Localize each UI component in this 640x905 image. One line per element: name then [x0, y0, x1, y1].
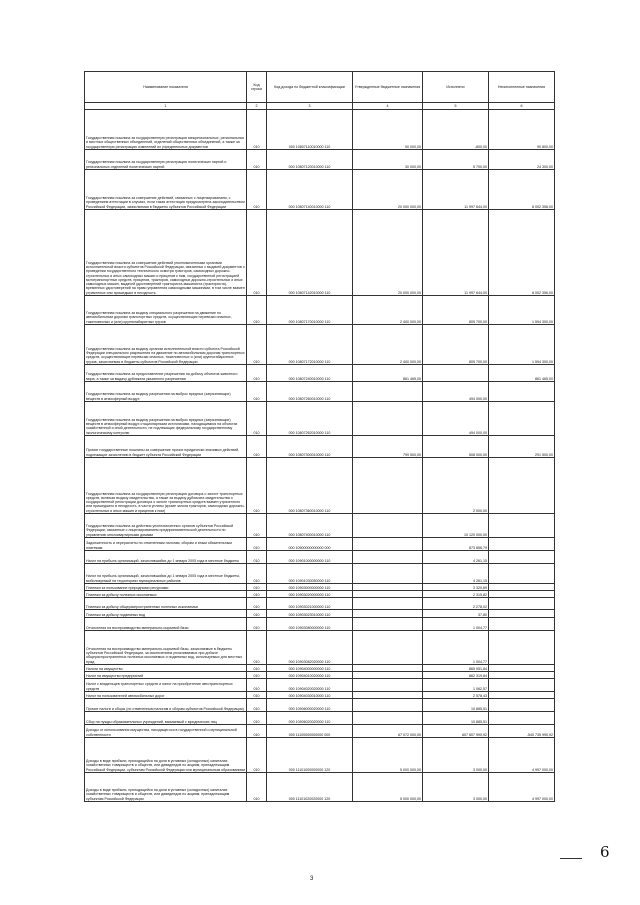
cell-remaining	[489, 458, 555, 514]
cell-approved: 2 400 000,00	[353, 325, 423, 365]
cell-kbk: 000 10904020020000 110	[267, 679, 353, 692]
cell-remaining	[489, 631, 555, 665]
cell-executed: 2 315,82	[423, 591, 489, 598]
table-row	[85, 538, 555, 551]
cell-remaining	[489, 382, 555, 402]
cell-kbk: 000 10807120010000 110	[267, 150, 353, 170]
cell-approved	[353, 584, 423, 591]
cell-code: 010	[247, 325, 267, 365]
header-remaining: Неисполненные назначения	[489, 72, 555, 103]
cell-name: Налог на пользователей автомобильных дорог	[85, 692, 247, 699]
cell-kbk: 000 10904010020000 110	[267, 672, 353, 679]
table-row	[85, 699, 555, 712]
cell-remaining	[489, 514, 555, 538]
cell-kbk: 000 10807300010000 110	[267, 436, 353, 458]
cell-executed: 10 885,51	[423, 712, 489, 725]
cell-code: 010	[247, 382, 267, 402]
cell-executed: 10 120 000,00	[423, 514, 489, 538]
cell-name: Налог на прибыль организаций, зачислявшийся до 1 января 2005 года в местные бюджеты	[85, 551, 247, 564]
cell-name: Налог с владельцев транспортных средств и налог на приобретение автотранспортных средств	[85, 679, 247, 692]
cell-approved	[353, 610, 423, 618]
cell-approved	[353, 679, 423, 692]
table-row	[85, 210, 555, 296]
cell-kbk: 000 10903080000000 110	[267, 618, 353, 631]
cell-approved	[353, 665, 423, 672]
table-row	[85, 598, 555, 610]
cell-kbk: 000 10807240010000 110	[267, 365, 353, 382]
cell-name: Налоги на имущество	[85, 665, 247, 672]
cell-code: 010	[247, 210, 267, 296]
cell-remaining: 861 465,00	[489, 365, 555, 382]
column-number: 2	[247, 103, 267, 110]
cell-executed: 805 700,00	[423, 296, 489, 325]
cell-name: Прочие государственные пошлины за совершение прочих юридически значимых действий, подлежащие зачислению в бюджет субъекта Российской Федерации	[85, 436, 247, 458]
cell-name: Доходы от использования имущества, находящегося в государственной и муниципальной собственности	[85, 725, 247, 738]
cell-approved	[353, 538, 423, 551]
column-number: 6	[489, 103, 555, 110]
cell-kbk: 000 11101020020000 120	[267, 773, 353, 802]
cell-kbk: 000 10900000000000 000	[267, 538, 353, 551]
cell-kbk: 000 10904000000000 110	[267, 665, 353, 672]
cell-remaining	[489, 591, 555, 598]
cell-remaining: 1 594 300,00	[489, 325, 555, 365]
cell-code: 010	[247, 725, 267, 738]
cell-remaining	[489, 665, 555, 672]
side-page-mark: 6	[600, 843, 610, 861]
table-row	[85, 665, 555, 672]
table-row	[85, 458, 555, 514]
cell-name: Государственная пошлина за выдачу органом исполнительной власти субъекта Российской Федерации специального разрешения на движение по автомобильным дорогам транспортных средств, осуществляющих перевозки опасных, тяжеловесных и (или) крупногабаритных грузов, зачисляемая в бюджеты субъектов Российской Федерации	[85, 325, 247, 365]
cell-kbk: 000 11101000000000 120	[267, 738, 353, 773]
cell-remaining	[489, 538, 555, 551]
cell-approved	[353, 551, 423, 564]
cell-remaining: 90 800,00	[489, 110, 555, 150]
cell-name: Государственная пошлина за выдачу специального разрешения на движение по автомобильным дорогам транспортных средств, осуществляющих перевозки опасных, тяжеловесных и (или) крупногабаритных грузов	[85, 296, 247, 325]
header-indicator-name: Наименование показателя	[85, 72, 247, 103]
cell-kbk: 000 10901030050000 110	[267, 564, 353, 584]
table-row	[85, 382, 555, 402]
table-row	[85, 631, 555, 665]
cell-remaining	[489, 712, 555, 725]
cell-remaining	[489, 598, 555, 610]
cell-kbk: 000 10807400010000 110	[267, 514, 353, 538]
cell-code: 010	[247, 150, 267, 170]
table-row	[85, 679, 555, 692]
cell-remaining: -540 735 990,92	[489, 725, 555, 738]
cell-executed: 607 807 990,92	[423, 725, 489, 738]
cell-name: Государственная пошлина за совершение действий, связанных с лицензированием, с проведением аттестации в случаях, если такая аттестация предусмотрена законодательством Российской Федерации, зачисляемая в бюджеты субъектов Российской Федерации	[85, 170, 247, 210]
cell-code: 010	[247, 564, 267, 584]
cell-kbk: 000 10903000000000 110	[267, 584, 353, 591]
cell-remaining: 8 002 356,00	[489, 170, 555, 210]
cell-approved	[353, 402, 423, 436]
column-number: 3	[267, 103, 353, 110]
column-number: 4	[353, 103, 423, 110]
budget-execution-table	[84, 71, 555, 802]
cell-name: Платежи за добычу полезных ископаемых	[85, 591, 247, 598]
table-row	[85, 618, 555, 631]
cell-approved: 5 000 000,00	[353, 773, 423, 802]
table-row	[85, 296, 555, 325]
cell-remaining	[489, 402, 555, 436]
cell-code: 010	[247, 692, 267, 699]
table-row	[85, 110, 555, 150]
cell-executed: 3 320,69	[423, 584, 489, 591]
cell-remaining: 24 300,00	[489, 150, 555, 170]
cell-name: Налог на имущество предприятий	[85, 672, 247, 679]
cell-name: Сбор на нужды образовательных учреждений, взимаемый с юридических лиц	[85, 712, 247, 725]
cell-code: 010	[247, 598, 267, 610]
table-row	[85, 773, 555, 802]
table-row	[85, 325, 555, 365]
cell-executed: 11 997 644,00	[423, 170, 489, 210]
cell-code: 010	[247, 773, 267, 802]
cell-code: 010	[247, 591, 267, 598]
column-number-row	[85, 103, 555, 110]
cell-approved: 861 465,00	[353, 365, 423, 382]
cell-remaining: 4 997 000,00	[489, 773, 555, 802]
cell-kbk: 000 10807260010000 110	[267, 382, 353, 402]
table-row	[85, 402, 555, 436]
cell-approved	[353, 382, 423, 402]
cell-approved: 90 000,00	[353, 110, 423, 150]
cell-approved: 30 000,00	[353, 150, 423, 170]
cell-remaining: 291 500,00	[489, 436, 555, 458]
cell-remaining	[489, 618, 555, 631]
cell-code: 010	[247, 296, 267, 325]
table-row	[85, 551, 555, 564]
cell-executed: 865 951,84	[423, 665, 489, 672]
cell-executed: 4 261,15	[423, 551, 489, 564]
cell-approved	[353, 631, 423, 665]
cell-name: Платежи за добычу подземных вод	[85, 610, 247, 618]
cell-remaining	[489, 551, 555, 564]
cell-approved: 20 000 000,00	[353, 170, 423, 210]
cell-approved: 67 072 000,00	[353, 725, 423, 738]
cell-executed: 4 261,15	[423, 564, 489, 584]
cell-remaining	[489, 564, 555, 584]
cell-name: Доходы в виде прибыли, приходящейся на доли в уставных (складочных) капиталах хозяйственных товариществ и обществ, или дивидендов по акциям, принадлежащим Российской Федерации, субъектам Российской Федерации или муниципальным образованиям	[85, 738, 247, 773]
cell-remaining	[489, 672, 555, 679]
cell-approved	[353, 672, 423, 679]
cell-code: 010	[247, 584, 267, 591]
cell-code: 010	[247, 110, 267, 150]
cell-executed: 2 278,02	[423, 598, 489, 610]
header-executed: Исполнено	[423, 72, 489, 103]
cell-executed: 5 700,00	[423, 150, 489, 170]
cell-kbk: 000 10903021000000 110	[267, 598, 353, 610]
cell-remaining: 1 594 300,00	[489, 296, 555, 325]
cell-kbk: 000 10807360010000 110	[267, 458, 353, 514]
cell-executed: -800,00	[423, 110, 489, 150]
cell-code: 010	[247, 738, 267, 773]
cell-approved	[353, 618, 423, 631]
column-number: 5	[423, 103, 489, 110]
cell-kbk: 000 10807110010000 110	[267, 110, 353, 150]
column-number: 1	[85, 103, 247, 110]
table-row	[85, 672, 555, 679]
cell-name: Государственная пошлина за предоставление разрешения на добычу объектов животного мира, а также за выдачу дубликата указанного разрешения	[85, 365, 247, 382]
cell-executed: 3 000,00	[423, 773, 489, 802]
cell-name: Государственная пошлина за государственную регистрацию политических партий и региональных отделений политических партий	[85, 150, 247, 170]
cell-name: Отчисления на воспроизводство минерально-сырьевой базы, зачисляемые в бюджеты субъектов Российской Федерации, за исключением уплачиваемых при добыче общераспространенных полезных ископаемых и подземных вод, используемых для местных нужд	[85, 631, 247, 665]
cell-remaining	[489, 699, 555, 712]
cell-remaining	[489, 679, 555, 692]
cell-code: 010	[247, 665, 267, 672]
cell-name: Задолженность и перерасчеты по отмененным налогам, сборам и иным обязательным платежам	[85, 538, 247, 551]
cell-executed: 494 000,00	[423, 382, 489, 402]
table-row	[85, 725, 555, 738]
cell-kbk: 000 10807170010000 110	[267, 296, 353, 325]
table-row	[85, 170, 555, 210]
cell-approved	[353, 458, 423, 514]
cell-code: 010	[247, 458, 267, 514]
table-row	[85, 514, 555, 538]
cell-executed: 805 700,00	[423, 325, 489, 365]
cell-approved	[353, 564, 423, 584]
cell-name: Отчисления на воспроизводство минерально-сырьевой базы	[85, 618, 247, 631]
table-row	[85, 436, 555, 458]
cell-approved: 5 000 000,00	[353, 738, 423, 773]
cell-name: Государственная пошлина за государственную регистрацию межрегиональных, региональных и местных общественных объединений, отделений общественных объединений, а также за государственную регистрацию изменений их учредительных документов	[85, 110, 247, 150]
cell-approved	[353, 514, 423, 538]
table-row	[85, 584, 555, 591]
cell-executed: 3 000,00	[423, 738, 489, 773]
table-row	[85, 365, 555, 382]
cell-executed: 2 000,00	[423, 458, 489, 514]
cell-executed: 1 004,77	[423, 631, 489, 665]
cell-remaining	[489, 692, 555, 699]
cell-name: Платежи за добычу общераспространенных полезных ископаемых	[85, 598, 247, 610]
cell-approved	[353, 591, 423, 598]
cell-executed: 2 578,43	[423, 692, 489, 699]
cell-kbk: 000 10906000020000 110	[267, 699, 353, 712]
page-number: 3	[310, 876, 314, 882]
cell-remaining: 8 002 356,00	[489, 210, 555, 296]
table-header-row	[85, 72, 555, 103]
cell-executed: 862 319,84	[423, 672, 489, 679]
margin-dash	[560, 858, 582, 859]
cell-remaining: 4 997 000,00	[489, 738, 555, 773]
cell-executed	[423, 365, 489, 382]
cell-name: Налог на прибыль организаций, зачислявшийся до 1 января 2005 года в местные бюджеты, мобилизуемый на территориях муниципальных районов	[85, 564, 247, 584]
cell-name: Государственная пошлина за государственную регистрацию договора о залоге транспортных средств, включая выдачу свидетельства, а также за выдачу дубликата свидетельства о государственной регистрации договора о залоге транспортных средств взамен утраченного или пришедшего в негодность, в части уплаты (кроме залога тракторов, самоходных дорожно-строительных и иных машин и прицепов к ним)	[85, 458, 247, 514]
cell-name: Прочие налоги и сборы (по отмененным налогам и сборам субъектов Российской Федерации)	[85, 699, 247, 712]
table-row	[85, 591, 555, 598]
cell-approved	[353, 712, 423, 725]
cell-approved	[353, 699, 423, 712]
cell-code: 010	[247, 631, 267, 665]
cell-name: Государственная пошлина за выдачу разрешения на выброс вредных (загрязняющих) веществ в атмосферный воздух	[85, 382, 247, 402]
cell-code: 010	[247, 436, 267, 458]
table-row	[85, 738, 555, 773]
budget-table-container	[84, 71, 554, 802]
cell-approved: 799 500,00	[353, 436, 423, 458]
table-row	[85, 712, 555, 725]
cell-kbk: 000 10807262010000 110	[267, 402, 353, 436]
cell-code: 010	[247, 699, 267, 712]
cell-kbk: 000 10807172010000 110	[267, 325, 353, 365]
cell-kbk: 000 11100000000000 000	[267, 725, 353, 738]
cell-code: 010	[247, 712, 267, 725]
cell-code: 010	[247, 610, 267, 618]
cell-executed: 10 885,51	[423, 699, 489, 712]
cell-kbk: 000 10903082020000 110	[267, 631, 353, 665]
cell-kbk: 000 10906020020000 110	[267, 712, 353, 725]
cell-code: 010	[247, 402, 267, 436]
cell-executed: 873 856,79	[423, 538, 489, 551]
table-row	[85, 564, 555, 584]
cell-code: 010	[247, 514, 267, 538]
cell-name: Платежи за пользование природными ресурсами	[85, 584, 247, 591]
cell-kbk: 000 10904030010000 110	[267, 692, 353, 699]
header-line-code: Код строки	[247, 72, 267, 103]
cell-executed: 1 062,57	[423, 679, 489, 692]
cell-approved: 20 000 000,00	[353, 210, 423, 296]
cell-code: 010	[247, 551, 267, 564]
cell-code: 010	[247, 170, 267, 210]
cell-approved: 2 400 000,00	[353, 296, 423, 325]
cell-approved	[353, 692, 423, 699]
cell-code: 010	[247, 672, 267, 679]
cell-executed: 1 004,77	[423, 618, 489, 631]
table-body	[85, 110, 555, 802]
cell-name: Государственная пошлина за действия уполномоченных органов субъектов Российской Федерации, связанные с лицензированием предпринимательской деятельности по управлению многоквартирными домами	[85, 514, 247, 538]
cell-code: 010	[247, 538, 267, 551]
cell-code: 010	[247, 618, 267, 631]
table-row	[85, 150, 555, 170]
cell-executed: 508 000,00	[423, 436, 489, 458]
table-row	[85, 692, 555, 699]
cell-kbk: 000 10901000000000 110	[267, 551, 353, 564]
cell-kbk: 000 10903020000000 110	[267, 591, 353, 598]
cell-code: 010	[247, 679, 267, 692]
header-approved: Утвержденные бюджетные назначения	[353, 72, 423, 103]
cell-executed: 494 000,00	[423, 402, 489, 436]
cell-approved	[353, 598, 423, 610]
cell-remaining	[489, 584, 555, 591]
cell-code: 010	[247, 365, 267, 382]
cell-executed: 37,80	[423, 610, 489, 618]
cell-kbk: 000 10807140010000 110	[267, 170, 353, 210]
cell-kbk: 000 10807142010000 110	[267, 210, 353, 296]
cell-name: Государственная пошлина за совершение действий уполномоченными органами исполнительной власти субъектов Российской Федерации, связанных с выдачей документов о проведении государственного технического осмотра тракторов, самоходных дорожно-строительных и иных самоходных машин и прицепов к ним, государственной регистрацией мототранспортных средств, прицепов, тракторов, самоходных дорожно-строительных и иных самоходных машин, выдачей удостоверений тракториста-машиниста (тракториста), временных удостоверений на право управления самоходными машинами, в том числе взамен утраченных или пришедших в негодность	[85, 210, 247, 296]
cell-executed: 11 997 644,00	[423, 210, 489, 296]
header-income-code: Код дохода по бюджетной классификации	[267, 72, 353, 103]
table-row	[85, 610, 555, 618]
cell-name: Государственная пошлина за выдачу разрешения на выброс вредных (загрязняющих) веществ в атмосферный воздух стационарными источниками, находящимися на объектах хозяйственной и иной деятельности, не подлежащих федеральному государственному экологическому контролю	[85, 402, 247, 436]
cell-kbk: 000 10903023010000 110	[267, 610, 353, 618]
cell-remaining	[489, 610, 555, 618]
cell-name: Доходы в виде прибыли, приходящейся на доли в уставных (складочных) капиталах хозяйственных товариществ и обществ, или дивидендов по акциям, принадлежащим субъектам Российской Федерации	[85, 773, 247, 802]
